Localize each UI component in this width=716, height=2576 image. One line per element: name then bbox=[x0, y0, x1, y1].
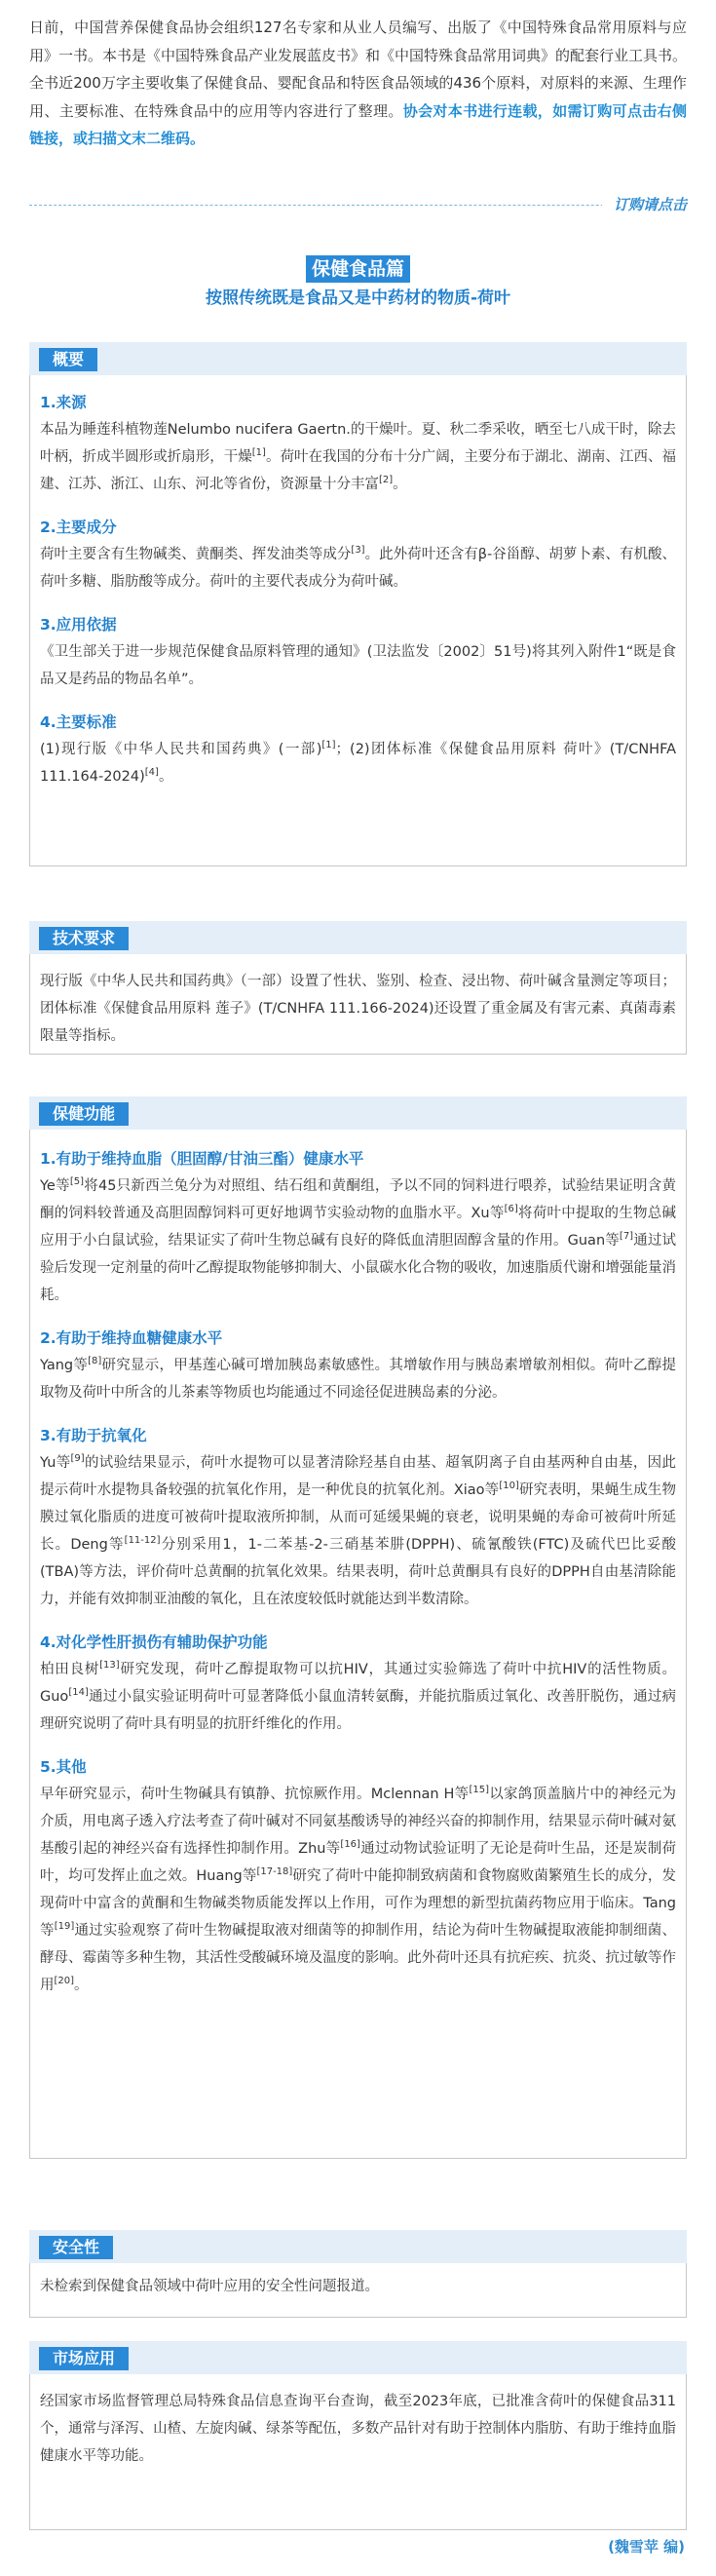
section-health-box bbox=[29, 1113, 687, 2159]
citation: [17-18] bbox=[256, 1866, 293, 1878]
section-health-header bbox=[29, 1096, 687, 1130]
citation: [1] bbox=[321, 740, 336, 751]
intro-order-link[interactable]: 协会对本书进行连载，如需订购可点击右侧链接，或扫描文末二维码。 bbox=[29, 101, 687, 147]
health-lipid-text: Ye等[5]将45只新西兰兔分为对照组、结石组和黄酮组，予以不同的饲料进行喂养，试验结果证明含黄酮的饲料较普通及高胆固醇饲料可更好地调节实验动物的血脂水平。Xu等[6]将荷叶中提取的生物总碱应用于小白鼠试验，结果证实了荷叶生物总碱有良好的降低血清胆固醇含量的作用。Guan等[7]通过试验后发现一定剂量的荷叶乙醇提取物能够抑制大、小鼠碳水化合物的吸收，加速脂质代谢和增强能量消耗。 bbox=[40, 1176, 677, 1303]
citation: [11-12] bbox=[124, 1535, 161, 1547]
health-lipid-heading: 1.有助于维持血脂（胆固醇/甘油三酯）健康水平 bbox=[40, 1150, 364, 1168]
citation: [1] bbox=[251, 447, 266, 459]
section-tech-header bbox=[29, 921, 687, 954]
section-health-content bbox=[30, 1114, 686, 1999]
overview-source-text: 本品为睡莲科植物莲Nelumbo nucifera Gaertn.的干燥叶。夏、秋二季采收，晒至七八成干时，除去叶柄，折成半圆形或折扇形，干燥[1]。荷叶在我国的分布十分广阔，主要分布于湖北、湖南、江西、福建、江苏、浙江、山东、河北等省份，资源量十分丰富[2]。 bbox=[40, 422, 676, 492]
citation: [19] bbox=[54, 1921, 75, 1933]
citation: [4] bbox=[144, 767, 159, 779]
citation: [8] bbox=[88, 1356, 102, 1367]
citation: [2] bbox=[379, 475, 394, 486]
citation: [7] bbox=[619, 1231, 634, 1243]
health-liver-heading: 4.对化学性肝损伤有辅助保护功能 bbox=[40, 1634, 268, 1651]
citation: [15] bbox=[469, 1785, 489, 1796]
overview-source-heading: 1.来源 bbox=[40, 394, 87, 411]
section-market-content: 经国家市场监督管理总局特殊食品信息查询平台查询，截至2023年底，已批准含荷叶的保健食品311个，通常与泽泻、山楂、左旋肉碱、绿茶等配伍，多数产品针对有助于控制体内脂肪、有助于维持血脂健康水平等功能。 bbox=[40, 2394, 676, 2464]
section-overview-header bbox=[29, 342, 687, 375]
section-tech-label: 技术要求 bbox=[39, 927, 129, 950]
order-divider bbox=[29, 198, 687, 211]
overview-standard-heading: 4.主要标准 bbox=[40, 713, 117, 731]
health-other-heading: 5.其他 bbox=[40, 1758, 87, 1776]
health-other-text: 早年研究显示，荷叶生物碱具有镇静、抗惊厥作用。Mclennan H等[15]以家鸽顶盖脑片中的神经元为介质，用电离子透入疗法考查了荷叶碱对不同氨基酸诱导的神经兴奋的抑制作用，结果显示荷叶碱对氨基酸引起的神经兴奋有选择性抑制作用。Zhu等[16]通过动物试验证明了无论是荷叶生品，还是炭制荷叶，均可发挥止血之效。Huang等[17-18]研究了荷叶中能抑制致病菌和食物腐败菌繁殖生长的成分，发现荷叶中富含的黄酮和生物碱类物质能发挥以上作用，可作为理想的新型抗菌药物应用于临床。Tang等[19]通过实验观察了荷叶生物碱提取液对细菌等的抑制作用，结论为荷叶生物碱提取液能抑制细菌、酵母、霉菌等多种生物，其活性受酸碱环境及温度的影响。此外荷叶还具有抗疟疾、抗炎、抗过敏等作用[20]。 bbox=[40, 1785, 677, 1993]
dashed-divider bbox=[29, 205, 687, 206]
section-health-label: 保健功能 bbox=[39, 1102, 129, 1126]
health-glucose-heading: 2.有助于维持血糖健康水平 bbox=[40, 1329, 223, 1347]
page-title-text: 保健食品篇 bbox=[306, 255, 410, 283]
citation: [3] bbox=[351, 545, 365, 557]
overview-composition-heading: 2.主要成分 bbox=[40, 519, 117, 536]
citation: [9] bbox=[70, 1453, 85, 1465]
page-title bbox=[0, 255, 716, 284]
health-antioxidant-text: Yu等[9]的试验结果显示，荷叶水提物可以显著清除羟基自由基、超氧阴离子自由基两种自由基，因此提示荷叶水提物具备较强的抗氧化作用，是一种优良的抗氧化剂。Xiao等[10]研究表明，果蝇生成生物膜过氧化脂质的进度可被荷叶提取液所抑制，从而可延缓果蝇的衰老，说明果蝇的寿命可被荷叶所延长。Deng等[11-12]分别采用1，1-二苯基-2-三硝基苯肼(DPPH)、硫氰酸铁(FTC)及硫代巴比妥酸(TBA)等方法，评价荷叶总黄酮的抗氧化效果。结果表明，荷叶总黄酮具有良好的DPPH自由基清除能力，并能有效抑制亚油酸的氧化，且在浓度较低时就能达到半数清除。 bbox=[40, 1453, 677, 1607]
section-safety-content: 未检索到保健食品领域中荷叶应用的安全性问题报道。 bbox=[40, 2279, 379, 2294]
section-safety-header bbox=[29, 2230, 687, 2263]
section-market-box bbox=[29, 2358, 687, 2530]
section-overview-box bbox=[29, 359, 687, 866]
intro-text: 日前，中国营养保健食品协会组织127名专家和从业人员编写、出版了《中国特殊食品常用原料与应用》一书。本书是《中国特殊食品产业发展蓝皮书》和《中国特殊食品常用词典》的配套行业工具书。全书近200万字主要收集了保健食品、婴配食品和特医食品领域的436个原料，对原料的来源、生理作用、主要标准、在特殊食品中的应用等内容进行了整理。 bbox=[29, 19, 688, 120]
section-overview-content bbox=[30, 360, 686, 790]
section-safety-label: 安全性 bbox=[39, 2236, 113, 2259]
section-tech-box bbox=[29, 938, 687, 1055]
citation: [5] bbox=[69, 1176, 84, 1188]
overview-standard-text: (1)现行版《中华人民共和国药典》(一部)[1]；(2)团体标准《保健食品用原料 荷叶》(T/CNHFA 111.164-2024)[4]。 bbox=[40, 740, 676, 785]
citation: [13] bbox=[99, 1660, 120, 1672]
editor-signature: (魏雪苹 编) bbox=[608, 2538, 685, 2556]
page-subtitle: 按照传统既是食品又是中药材的物质-荷叶 bbox=[205, 288, 511, 308]
overview-basis-heading: 3.应用依据 bbox=[40, 616, 117, 634]
section-tech-content: 现行版《中华人民共和国药典》（一部）设置了性状、鉴别、检查、浸出物、荷叶碱含量测定等项目；团体标准《保健食品用原料 莲子》(T/CNHFA 111.166-2024)还设置了重金属及有害元素、真菌毒素限量等指标。 bbox=[40, 974, 676, 1044]
health-glucose-text: Yang等[8]研究显示，甲基莲心碱可增加胰岛素敏感性。其增敏作用与胰岛素增敏剂相似。荷叶乙醇提取物及荷叶中所含的儿茶素等物质也均能通过不同途径促进胰岛素的分泌。 bbox=[40, 1356, 677, 1401]
citation: [14] bbox=[68, 1687, 89, 1699]
overview-composition-text: 荷叶主要含有生物碱类、黄酮类、挥发油类等成分[3]。此外荷叶还含有β-谷甾醇、胡萝卜素、有机酸、荷叶多糖、脂肪酸等成分。荷叶的主要代表成分为荷叶碱。 bbox=[40, 545, 676, 590]
intro-paragraph bbox=[29, 14, 687, 153]
citation: [10] bbox=[499, 1480, 519, 1492]
section-overview-label: 概要 bbox=[39, 348, 97, 371]
section-market-header bbox=[29, 2341, 687, 2374]
section-market-label: 市场应用 bbox=[39, 2347, 129, 2370]
citation: [16] bbox=[340, 1839, 360, 1851]
citation: [6] bbox=[504, 1204, 518, 1215]
order-link[interactable]: 订购请点击 bbox=[602, 195, 687, 214]
health-antioxidant-heading: 3.有助于抗氧化 bbox=[40, 1427, 147, 1444]
citation: [20] bbox=[54, 1976, 75, 1987]
health-liver-text: 柏田良树[13]研究发现，荷叶乙醇提取物可以抗HIV，其通过实验筛选了荷叶中抗HIV的活性物质。Guo[14]通过小鼠实验证明荷叶可显著降低小鼠血清转氨酶，并能抗脂质过氧化、改善肝脱伤，通过病理研究说明了荷叶具有明显的抗肝纤维化的作用。 bbox=[40, 1660, 677, 1732]
overview-basis-text: 《卫生部关于进一步规范保健食品原料管理的通知》(卫法监发〔2002〕51号)将其列入附件1“既是食品又是药品的物品名单”。 bbox=[40, 644, 676, 687]
